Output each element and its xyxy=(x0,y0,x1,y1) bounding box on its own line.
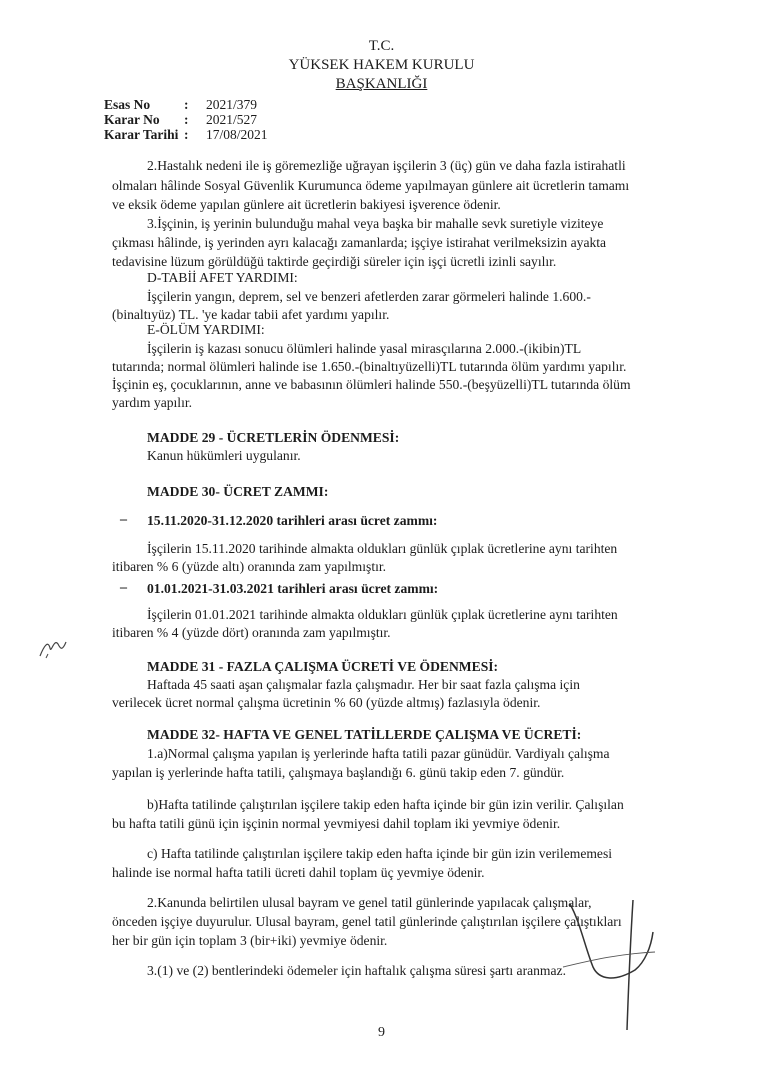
paragraph-line: verilecek ücret normal çalışma ücretinin % 60 (yüzde altmış) fazlasıyla ödenir. xyxy=(112,695,541,710)
paragraph-line: önceden işçiye duyurulur. Ulusal bayram, genel tatil günlerinde çalıştırılan işçilere çalıştıkları xyxy=(112,914,622,929)
raise-period-1: 15.11.2020-31.12.2020 tarihleri arası ücret zammı: xyxy=(147,513,438,528)
paragraph-line: 3.İşçinin, iş yerinin bulunduğu mahal veya başka bir mahalle sevk suretiyle viziteye xyxy=(147,216,604,231)
karar-label: Karar No xyxy=(104,112,160,127)
paragraph-line: (binaltıyüz) TL. 'ye kadar tabii afet yardımı yapılır. xyxy=(112,307,390,322)
paragraph-line: itibaren % 4 (yüzde dört) oranında zam yapılmıştır. xyxy=(112,625,391,640)
article-31-title: MADDE 31 - FAZLA ÇALIŞMA ÜCRETİ VE ÖDENMESİ: xyxy=(147,659,499,674)
paragraph-line: Haftada 45 saati aşan çalışmalar fazla çalışmadır. Her bir saat fazla çalışma için xyxy=(147,677,580,692)
paragraph-line: İşçilerin 01.01.2021 tarihinde almakta oldukları günlük çıplak ücretlerine aynı tarihten xyxy=(147,607,618,622)
dash-bullet: – xyxy=(120,512,127,527)
article-32-title: MADDE 32- HAFTA VE GENEL TATİLLERDE ÇALIŞMA VE ÜCRETİ: xyxy=(147,727,582,742)
paragraph-line: İşçilerin iş kazası sonucu ölümleri halinde yasal mirasçılarına 2.000.-(ikibin)TL xyxy=(147,341,582,356)
handwritten-signature xyxy=(555,892,665,1042)
paragraph-line: İşçilerin yangın, deprem, sel ve benzeri afetlerden zarar görmeleri halinde 1.600.- xyxy=(147,289,591,304)
paragraph-line: ve eksik ödeme yapılan günlere ait ücretlerin bakiyesi işverence ödenir. xyxy=(112,197,501,212)
esas-row xyxy=(104,97,268,112)
esas-label: Esas No xyxy=(104,97,151,112)
handwritten-initial-mark xyxy=(34,628,74,668)
paragraph-line: İşçinin eş, çocuklarının, anne ve babasının ölümleri halinde 550.-(beşyüzelli)TL tutarında ölüm xyxy=(112,377,631,392)
paragraph-line: çıkması hâlinde, iş yerinden ayrı kalacağı zamanlarda; işçiye istirahat verilmeksizin ayakta xyxy=(112,235,607,250)
paragraph-line: c) Hafta tatilinde çalıştırılan işçilere takip eden hafta içinde bir gün izin verilememesi xyxy=(147,846,613,861)
colon: : xyxy=(184,127,189,142)
paragraph-line: 1.a)Normal çalışma yapılan iş yerlerinde hafta tatili pazar günüdür. Vardiyalı çalışma xyxy=(147,746,610,761)
paragraph-line: halinde ise normal hafta tatili ücreti dahil toplam üç yevmiye ödenir. xyxy=(112,865,485,880)
paragraph-line: tedavisine lüzum görüldüğü taktirde geçirdiği süreler için işçi ücretli izinli sayılır. xyxy=(112,254,557,269)
karar-value: 2021/527 xyxy=(206,112,258,127)
paragraph-line: 3.(1) ve (2) bentlerindeki ödemeler için haftalık çalışma süresi şartı aranmaz. xyxy=(147,963,566,978)
paragraph-line: 2.Hastalık nedeni ile iş göremezliğe uğrayan işçilerin 3 (üç) gün ve daha fazla istirahatli xyxy=(147,158,626,173)
article-29-title: MADDE 29 - ÜCRETLERİN ÖDENMESİ: xyxy=(147,430,400,445)
tarih-row xyxy=(104,127,268,142)
karar-row xyxy=(104,112,268,127)
section-title-d: D-TABİİ AFET YARDIMI: xyxy=(147,270,298,285)
article-30-title: MADDE 30- ÜCRET ZAMMI: xyxy=(147,484,329,499)
paragraph-line: olmaları hâlinde Sosyal Güvenlik Kurumunca ödeme yapılmayan günlere ait ücretlerin tamamı xyxy=(112,178,630,193)
paragraph-line: İşçilerin 15.11.2020 tarihinde almakta oldukları günlük çıplak ücretlerine aynı tarihten xyxy=(147,541,618,556)
dash-bullet: – xyxy=(120,580,127,595)
paragraph-line: tutarında; normal ölümleri halinde ise 1.650.-(binaltıyüzelli)TL tutarında ölüm yardımı yapılır. xyxy=(112,359,627,374)
colon: : xyxy=(184,112,189,127)
paragraph-line: b)Hafta tatilinde çalıştırılan işçilere takip eden hafta içinde bir gün izin verilir. Çalışılan xyxy=(147,797,624,812)
paragraph-line: her bir gün için toplam 3 (bir+iki) yevmiye ödenir. xyxy=(112,933,388,948)
section-title-e: E-ÖLÜM YARDIMI: xyxy=(147,322,265,337)
tarih-label: Karar Tarihi xyxy=(104,127,179,142)
header-presidency: BAŞKANLIĞI xyxy=(335,76,428,92)
colon: : xyxy=(184,97,189,112)
header-institution: YÜKSEK HAKEM KURULU xyxy=(288,57,475,73)
case-metadata xyxy=(104,97,268,142)
page-number: 9 xyxy=(378,1025,385,1040)
paragraph-line: bu hafta tatili günü için işçinin normal yevmiyesi dahil toplam iki yevmiye ödenir. xyxy=(112,816,561,831)
paragraph-line: 2.Kanunda belirtilen ulusal bayram ve genel tatil günlerinde yapılacak çalışmalar, xyxy=(147,895,592,910)
esas-value: 2021/379 xyxy=(206,97,258,112)
paragraph-line: itibaren % 6 (yüzde altı) oranında zam yapılmıştır. xyxy=(112,559,387,574)
paragraph-line: Kanun hükümleri uygulanır. xyxy=(147,448,301,463)
paragraph-line: yardım yapılır. xyxy=(112,395,193,410)
raise-period-2: 01.01.2021-31.03.2021 tarihleri arası ücret zammı: xyxy=(147,581,439,596)
paragraph-line: yapılan iş yerlerinde hafta tatili, çalışmaya başlandığı 6. günü takip eden 7. gündür. xyxy=(112,765,565,780)
tarih-value: 17/08/2021 xyxy=(206,127,268,142)
header-tc: T.C. xyxy=(368,38,395,54)
